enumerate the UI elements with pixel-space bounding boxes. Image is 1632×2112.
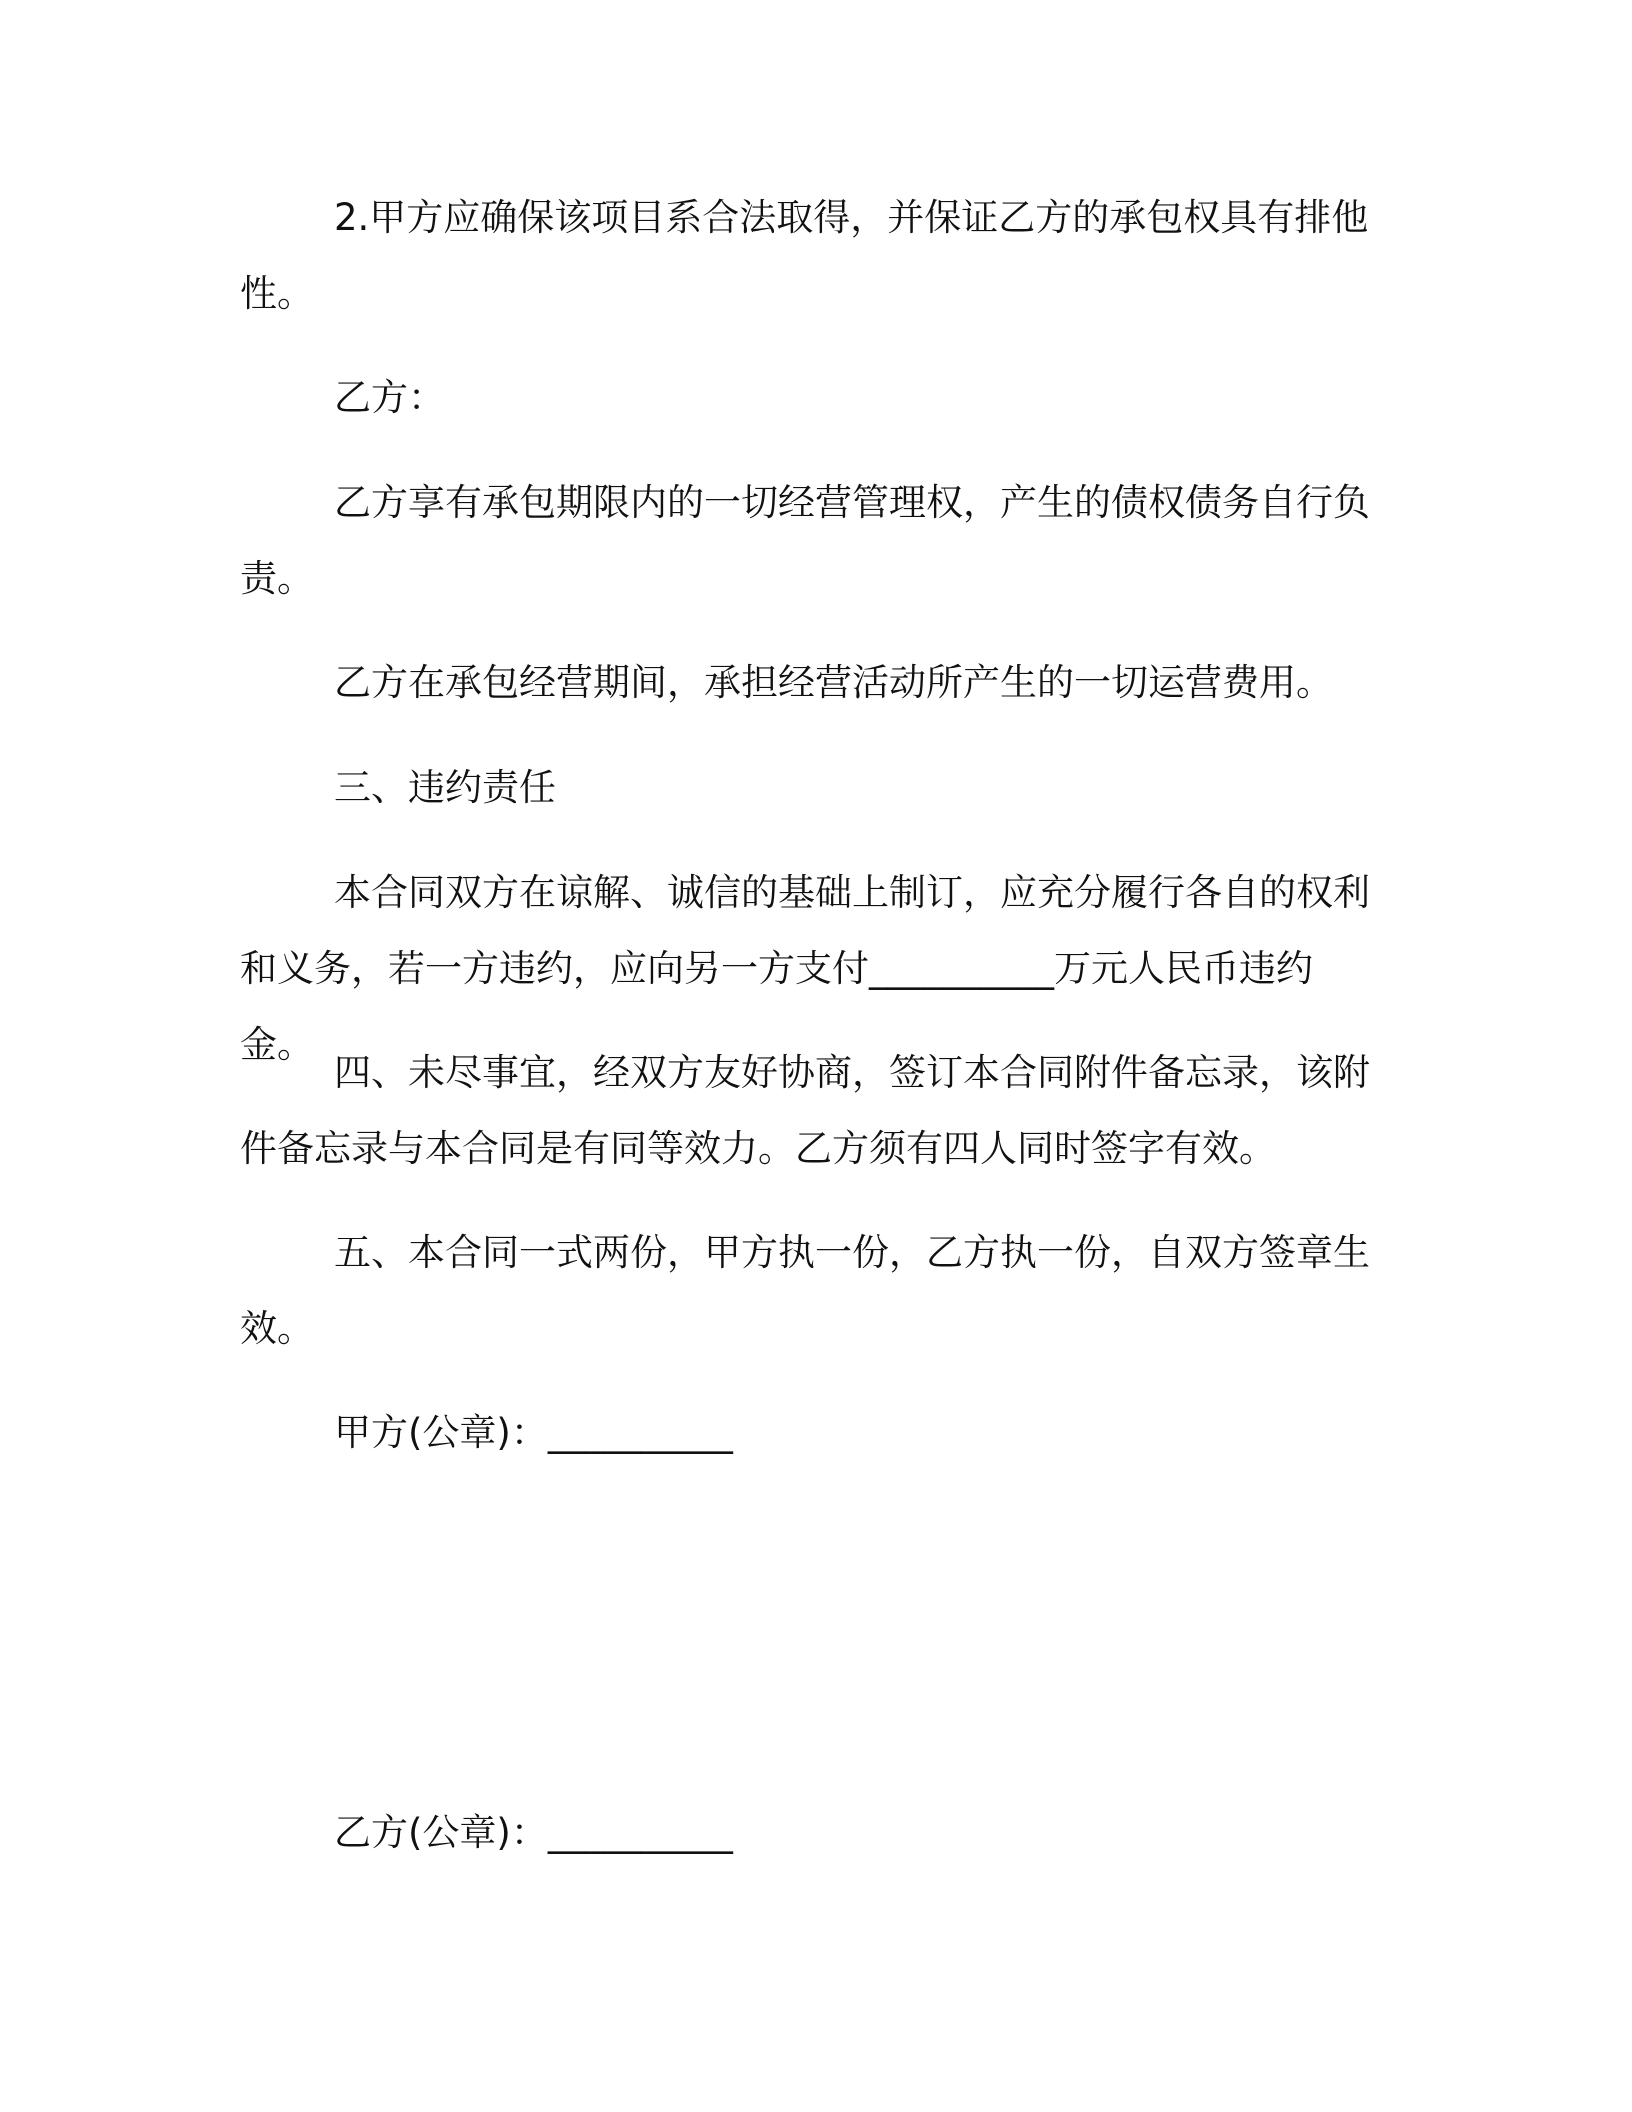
paragraph-copies: 五、本合同一式两份，甲方执一份，乙方执一份，自双方签章生效。	[240, 1231, 1370, 1350]
paragraph-operating-costs: 乙方在承包经营期间，承担经营活动所产生的一切运营费用。	[334, 661, 1333, 704]
heading-party-b: 乙方：	[334, 376, 445, 419]
paragraph-penalty: 本合同双方在谅解、诚信的基础上制订，应充分履行各自的权利和义务，若一方违约，应向另一方支付__________万元人民币违约金。	[240, 871, 1370, 1066]
signature-line-party-b: 乙方(公章)：__________	[334, 1811, 733, 1854]
signature-line-party-a: 甲方(公章)：__________	[334, 1411, 733, 1454]
paragraph-management-rights: 乙方享有承包期限内的一切经营管理权，产生的债权债务自行负责。	[240, 481, 1370, 600]
paragraph-unresolved-matters: 四、未尽事宜，经双方友好协商，签订本合同附件备忘录，该附件备忘录与本合同是有同等效力。乙方须有四人同时签字有效。	[240, 1051, 1370, 1170]
heading-breach-liability: 三、违约责任	[334, 766, 556, 809]
paragraph-exclusivity-clause: 2.甲方应确保该项目系合法取得，并保证乙方的承包权具有排他性。	[240, 196, 1369, 315]
